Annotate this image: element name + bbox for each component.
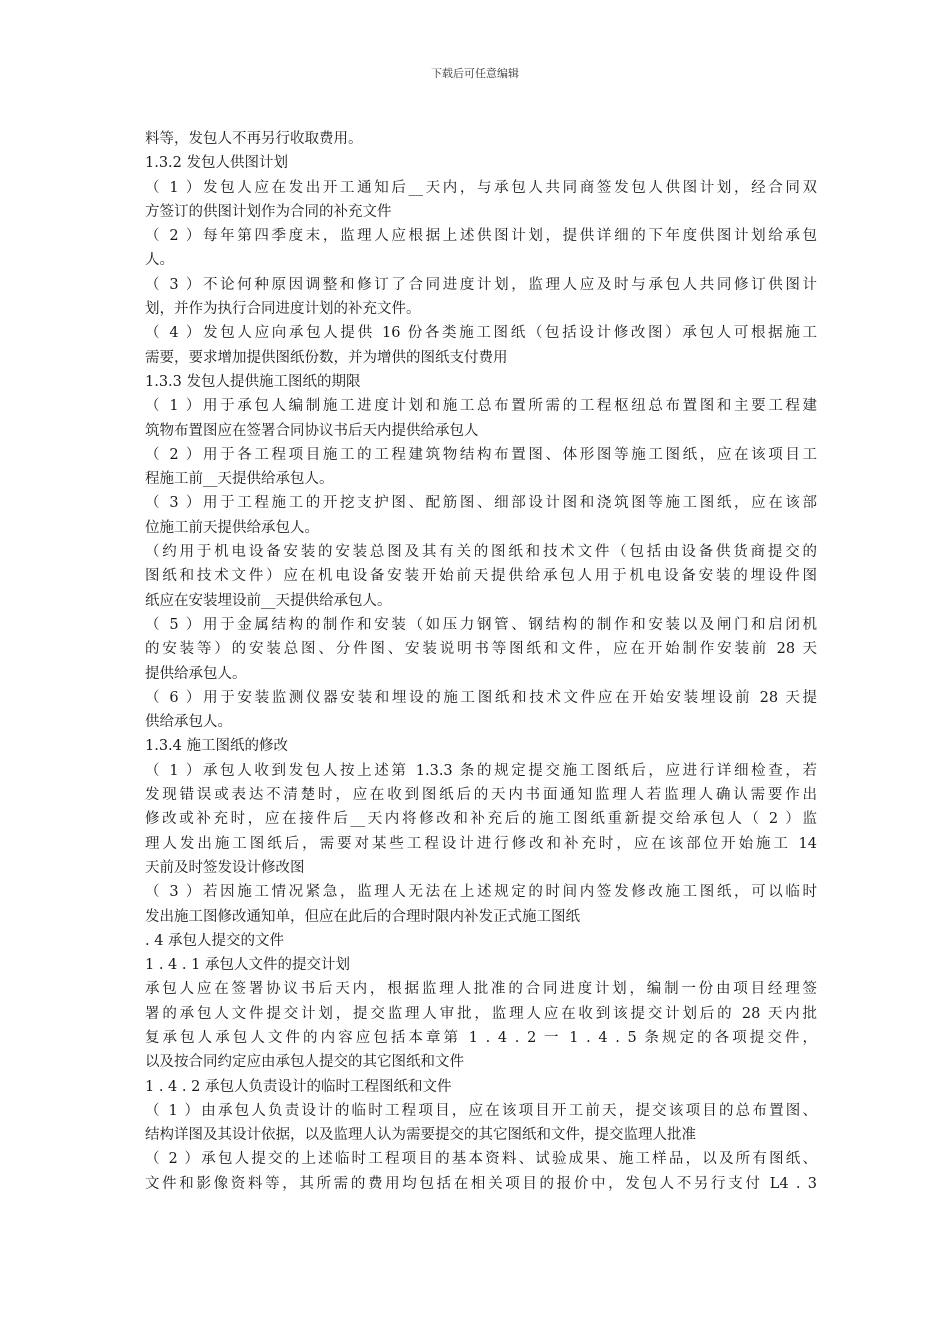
text-line: 承包人应在签署协议书后天内，根据监理人批准的合同进度计划，编制一份由项目经理签 <box>145 981 817 998</box>
text-line: 署的承包人文件提交计划，提交监理人审批，监理人应在收到该提交计划后的 28 天内批 <box>145 1005 817 1022</box>
text-line: 的安装等）的安装总图、分件图、安装说明书等图纸和文件，应在开始制作安装前 28 天 <box>145 641 817 658</box>
text-line: 图纸和技术文件）应在机电设备安装开始前天提供给承包人用于机电设备安装的埋设件图 <box>145 568 817 585</box>
text-line: （ 5 ）用于金属结构的制作和安装（如压力钢管、钢结构的制作和安装以及闸门和启闭机 <box>145 616 817 633</box>
text-line: 以及按合同约定应由承包人提交的其它图纸和文件 <box>145 1054 464 1071</box>
text-line: 理人发出施工图纸后，需要对某些工程设计进行修改和补充时，应在该部位开始施工 14 <box>145 835 817 852</box>
document-body <box>145 127 817 1196</box>
text-line: （ 3 ）不论何种原因调整和修订了合同进度计划，监理人应及时与承包人共同修订供图计 <box>145 276 817 293</box>
text-line: （ 2 ）每年第四季度末，监理人应根据上述供图计划，提供详细的下年度供图计划给承包 <box>145 228 817 245</box>
text-line: 复承包人承包人文件的内容应包括本章第 1 . 4 . 2 一 1 . 4 . 5 条规定的各项提交件， <box>145 1029 817 1046</box>
text-line: （ 1 ）由承包人负责设计的临时工程项目，应在该项目开工前天，提交该项目的总布置图、 <box>145 1102 817 1119</box>
text-line: 发出施工图修改通知单，但应在此后的合理时限内补发正式施工图纸 <box>145 908 580 925</box>
text-line: 划，并作为执行合同进度计划的补充文件。 <box>145 301 421 318</box>
text-line: 天前及时签发设计修改图 <box>145 859 305 876</box>
text-line: 供给承包人。 <box>145 714 232 731</box>
text-line: （ 4 ）发包人应向承包人提供 16 份各类施工图纸（包括设计修改图）承包人可根据施工 <box>145 325 817 342</box>
text-line: 料等，发包人不再另行收取费用。 <box>145 131 363 147</box>
page-header: 下载后可任意编辑 <box>431 67 519 80</box>
text-line: 方签订的供图计划作为合同的补充文件 <box>145 203 392 220</box>
text-line: 需要，要求增加提供图纸份数，并为增供的图纸支付费用 <box>145 349 508 366</box>
text-line: 1.3.2 发包人供图计划 <box>145 155 289 172</box>
text-line: 发现错误或表达不清楚时，应在收到图纸后的天内书面通知监理人若监理人确认需要作出 <box>145 787 817 804</box>
text-line: （ 1 ）发包人应在发出开工通知后__天内，与承包人共同商签发包人供图计划，经合同双 <box>145 179 817 196</box>
text-line: 人。 <box>145 252 174 269</box>
text-line: 提供给承包人。 <box>145 665 247 682</box>
text-line: 结构详图及其设计依据，以及监理人认为需要提交的其它图纸和文件，提交监理人批准 <box>145 1127 696 1144</box>
text-line: （约用于机电设备安装的安装总图及其有关的图纸和技术文件（包括由设备供货商提交的 <box>145 544 817 561</box>
text-line: 1 . 4 . 1 承包人文件的提交计划 <box>145 957 350 974</box>
text-line: （ 1 ）承包人收到发包人按上述第 1.3.3 条的规定提交施工图纸后，应进行详细检查，若 <box>145 762 817 779</box>
text-line: . 4 承包人提交的文件 <box>145 932 285 949</box>
text-line: 文件和影像资料等，其所需的费用均包括在相关项目的报价中，发包人不另行支付 L4 . 3 <box>145 1175 817 1192</box>
text-line: 位施工前天提供给承包人。 <box>145 519 319 536</box>
text-line: 纸应在安装埋设前__天提供给承包人。 <box>145 592 392 609</box>
text-line: 1.3.3 发包人提供施工图纸的期限 <box>145 373 361 390</box>
text-line: （ 2 ）承包人提交的上述临时工程项目的基本资料、试验成果、施工样品，以及所有图纸、 <box>145 1151 817 1168</box>
text-line: （ 6 ）用于安装监测仪器安装和埋设的施工图纸和技术文件应在开始安装埋设前 28 天提 <box>145 689 817 706</box>
text-line: 筑物布置图应在签署合同协议书后天内提供给承包人 <box>145 422 479 439</box>
text-line: （ 1 ）用于承包人编制施工进度计划和施工总布置所需的工程枢纽总布置图和主要工程建 <box>145 398 817 415</box>
text-line: 程施工前__天提供给承包人。 <box>145 471 334 488</box>
text-line: 修改或补充时，应在接件后__天内将修改和补充后的施工图纸重新提交给承包人（ 2 ）监 <box>145 811 817 828</box>
text-line: （ 3 ）若因施工情况紧急，监理人无法在上述规定的时间内签发修改施工图纸，可以临时 <box>145 884 817 901</box>
text-line: 1.3.4 施工图纸的修改 <box>145 738 289 755</box>
text-line: （ 2 ）用于各工程项目施工的工程建筑物结构布置图、体形图等施工图纸，应在该项目工 <box>145 446 817 463</box>
text-line: 1 . 4 . 2 承包人负责设计的临时工程图纸和文件 <box>145 1078 452 1095</box>
text-line: （ 3 ）用于工程施工的开挖支护图、配筋图、细部设计图和浇筑图等施工图纸，应在该部 <box>145 495 817 512</box>
